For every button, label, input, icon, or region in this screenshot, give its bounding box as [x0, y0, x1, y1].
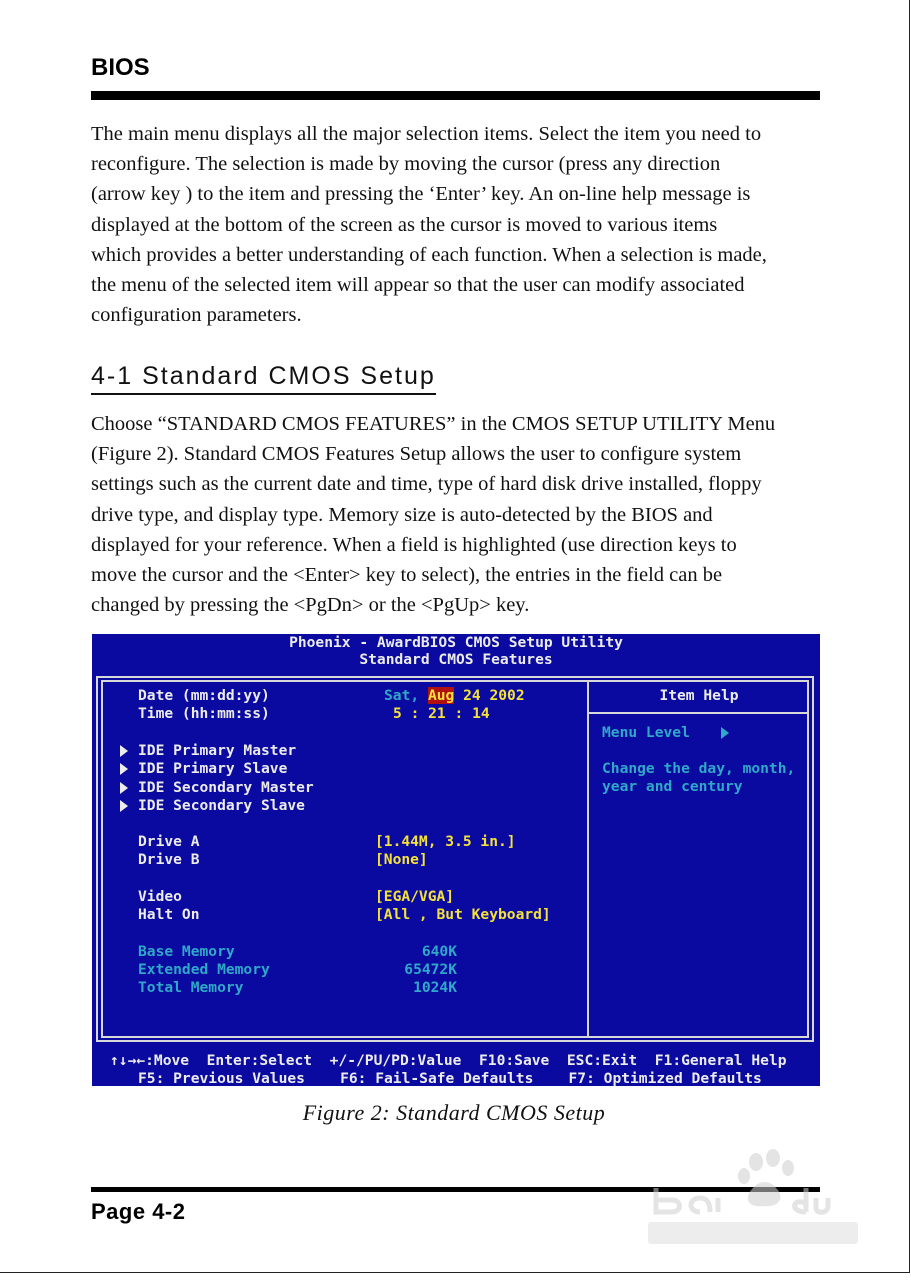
intro-line: which provides a better understanding of each function. When a selection is made, [91, 243, 767, 266]
watermark-logo-icon [648, 1148, 858, 1248]
intro-line: the menu of the selected item will appear so that the user can modify associated [91, 274, 745, 297]
help-text-line: year and century [602, 778, 743, 795]
section-line: Choose “STANDARD CMOS FEATURES” in the CMOS SETUP UTILITY Menu [91, 413, 776, 435]
section-line: displayed for your reference. When a field is highlighted (use direction keys to [91, 533, 737, 556]
section-line: settings such as the current date and time, type of hard disk drive installed, floppy [91, 473, 762, 496]
submenu-arrow-icon [120, 745, 128, 757]
date-field[interactable] [384, 687, 525, 705]
date-label: Date (mm:dd:yy) [138, 687, 270, 704]
submenu-arrow-icon [120, 800, 128, 812]
section-line: changed by pressing the <PgDn> or the <PgUp> key. [91, 594, 530, 617]
intro-line: configuration parameters. [91, 304, 302, 327]
date-day-year: 24 2002 [463, 687, 525, 704]
bios-screenshot [92, 634, 820, 1086]
key-legend-line2: F5: Previous Values F6: Fail-Safe Defaults F7: Optimized Defaults [138, 1070, 762, 1086]
menu-level-arrow-icon [721, 727, 729, 739]
figure-caption [0, 1100, 911, 1126]
section-heading: 4-1 Standard CMOS Setup [91, 360, 436, 395]
halt-on-value[interactable]: [All , But Keyboard] [375, 906, 551, 923]
halt-on-label: Halt On [138, 906, 200, 923]
total-memory-value: 1024K [413, 979, 457, 996]
ide-secondary-master[interactable]: IDE Secondary Master [138, 779, 314, 796]
intro-line: reconfigure. The selection is made by moving the cursor (press any direction [91, 153, 721, 176]
base-memory-label: Base Memory [138, 943, 235, 960]
ide-primary-master[interactable]: IDE Primary Master [138, 742, 297, 759]
drive-b-value[interactable]: [None] [375, 851, 428, 868]
video-value[interactable]: [EGA/VGA] [375, 888, 455, 905]
drive-b-label: Drive B [138, 851, 200, 868]
intro-line: displayed at the bottom of the screen as the cursor is moved to various items [91, 213, 718, 236]
menu-level-label: Menu Level [602, 724, 690, 741]
drive-a-label: Drive A [138, 833, 200, 850]
intro-line: The main menu displays all the major selection items. Select the item you need to [91, 123, 762, 145]
help-text-line: Change the day, month, [602, 760, 796, 777]
total-memory-label: Total Memory [138, 979, 244, 996]
page-number: Page 4-2 [91, 1199, 186, 1224]
base-memory-value: 640K [421, 943, 457, 960]
date-month-selected[interactable]: Aug [427, 687, 455, 704]
bios-frame-divider [587, 680, 589, 1038]
video-label: Video [138, 888, 182, 905]
intro-line: (arrow key ) to the item and pressing the ‘Enter’ key. An on-line help message is [91, 183, 751, 206]
header-rule [91, 91, 820, 100]
intro-paragraph [91, 119, 821, 330]
bios-help-divider [589, 712, 809, 714]
bios-title: Phoenix - AwardBIOS CMOS Setup Utility [289, 634, 623, 651]
section-line: (Figure 2). Standard CMOS Features Setup allows the user to configure system [91, 443, 742, 466]
extended-memory-value: 65472K [404, 961, 457, 978]
item-help-title: Item Help [659, 687, 739, 704]
key-legend-line1: ↑↓→←:Move Enter:Select +/-/PU/PD:Value F10:Save ESC:Exit F1:General Help [110, 1052, 787, 1069]
drive-a-value[interactable]: [1.44M, 3.5 in.] [375, 833, 516, 850]
running-header: BIOS [91, 54, 150, 81]
time-label: Time (hh:mm:ss) [138, 705, 270, 722]
section-paragraph [91, 409, 821, 620]
bios-subtitle: Standard CMOS Features [359, 651, 553, 668]
section-line: drive type, and display type. Memory size is auto-detected by the BIOS and [91, 503, 713, 526]
date-day: Sat, [384, 687, 420, 704]
submenu-arrow-icon [120, 763, 128, 775]
ide-primary-slave[interactable]: IDE Primary Slave [138, 760, 288, 777]
submenu-arrow-icon [120, 782, 128, 794]
figure-caption-text: Figure 2: Standard CMOS Setup [302, 1100, 606, 1125]
extended-memory-label: Extended Memory [138, 961, 270, 978]
section-line: move the cursor and the <Enter> key to select), the entries in the field can be [91, 564, 723, 587]
time-field[interactable]: 5 : 21 : 14 [393, 705, 490, 722]
ide-secondary-slave[interactable]: IDE Secondary Slave [138, 797, 305, 814]
